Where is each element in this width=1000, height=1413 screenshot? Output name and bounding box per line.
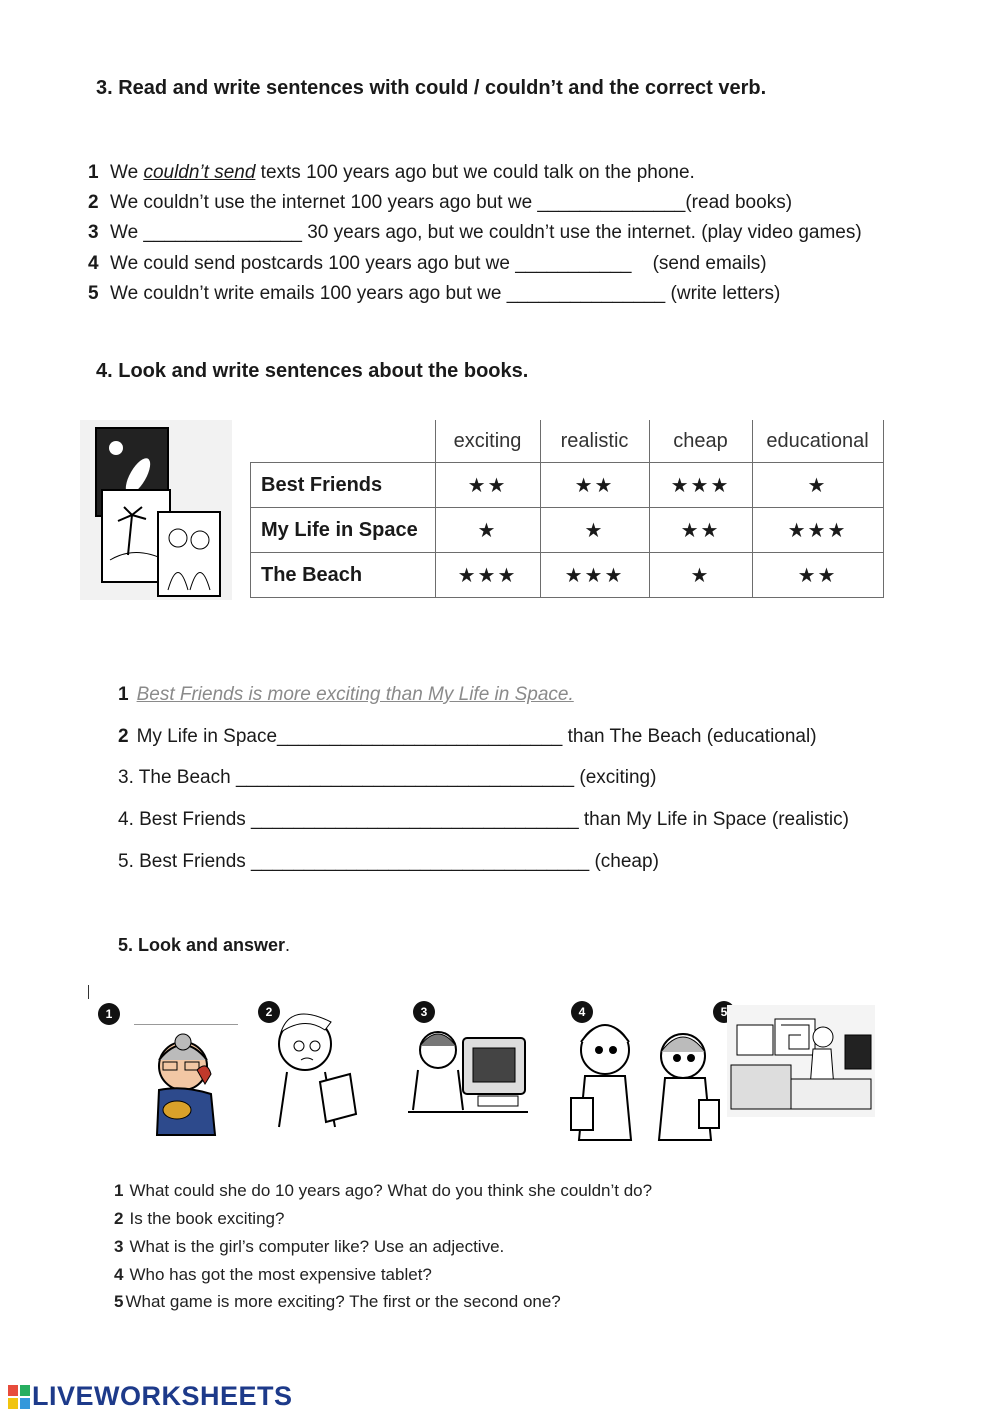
star-rating: ★ — [540, 508, 649, 553]
column-header: educational — [752, 420, 883, 463]
ex3-item-4: 4 We could send postcards 100 years ago but we ___________ (send emails) — [88, 253, 767, 274]
girl-computer-picture — [408, 1020, 533, 1115]
table-corner — [251, 420, 436, 463]
ex3-item-1: 1 We couldn’t send texts 100 years ago but we could talk on the phone. — [88, 162, 695, 183]
star-rating: ★★ — [752, 553, 883, 598]
table-header-row — [251, 420, 884, 463]
star-rating: ★ — [752, 463, 883, 508]
ex4-item-4: 4. Best Friends _______________________________ than My Life in Space (realistic) — [118, 809, 849, 830]
exercise-3-heading: 3. Read and write sentences with could / couldn’t and the correct verb. — [96, 77, 767, 99]
ex3-item-2: 2 We couldn’t use the internet 100 years ago but we ______________(read books) — [88, 192, 793, 213]
logo-mark-icon — [8, 1385, 30, 1409]
picture-number-badge: 1 — [98, 1003, 120, 1025]
star-rating: ★ — [435, 508, 540, 553]
star-rating: ★★ — [540, 463, 649, 508]
star-rating: ★★ — [649, 508, 752, 553]
star-rating: ★★★ — [435, 553, 540, 598]
ex4-item-1: 1 Best Friends is more exciting than My Life in Space. — [118, 684, 574, 705]
example-answer: Best Friends is more exciting than My Life in Space. — [136, 684, 574, 705]
grandmother-phone-picture — [145, 1030, 225, 1140]
column-header: realistic — [540, 420, 649, 463]
ex5-question-1: 1 What could she do 10 years ago? What do you think she couldn’t do? — [114, 1181, 653, 1200]
boy-reading-picture — [265, 1002, 365, 1132]
ex4-item-5: 5. Best Friends ________________________________ (cheap) — [118, 851, 659, 872]
star-rating: ★★★ — [649, 463, 752, 508]
ex5-question-3: 3 What is the girl’s computer like? Use an adjective. — [114, 1237, 505, 1256]
ex5-question-4: 4 Who has got the most expensive tablet? — [114, 1265, 432, 1284]
children-tablets-picture — [565, 1012, 725, 1147]
ex3-item-5: 5 We couldn’t write emails 100 years ago but we _______________ (write letters) — [88, 283, 781, 304]
star-rating: ★★★ — [752, 508, 883, 553]
books-illustration — [80, 420, 232, 600]
ex4-item-2: 2 My Life in Space___________________________ than The Beach (educational) — [118, 726, 817, 747]
picture-number-badge: 2 — [258, 1001, 280, 1023]
exercise-4-heading: 4. Look and write sentences about the books. — [96, 360, 529, 382]
text-cursor — [88, 985, 89, 999]
table-row — [251, 508, 884, 553]
star-rating: ★ — [649, 553, 752, 598]
ex4-item-3: 3. The Beach ________________________________ (exciting) — [118, 767, 657, 788]
friends-book-icon — [158, 512, 220, 596]
table-row — [251, 463, 884, 508]
book-ratings-table — [250, 420, 884, 598]
book-title: My Life in Space — [251, 508, 436, 553]
answer-line — [134, 1024, 238, 1025]
table-row — [251, 553, 884, 598]
book-title: Best Friends — [251, 463, 436, 508]
picture-number-badge: 5 — [713, 1001, 735, 1023]
star-rating: ★★★ — [540, 553, 649, 598]
picture-number-badge: 3 — [413, 1001, 435, 1023]
star-rating: ★★ — [435, 463, 540, 508]
ex3-item-3: 3 We _______________ 30 years ago, but we couldn’t use the internet. (play video games) — [88, 222, 862, 243]
exercise-5-heading: 5. Look and answer. — [118, 935, 291, 955]
ex5-question-2: 2 Is the book exciting? — [114, 1209, 285, 1228]
column-header: cheap — [649, 420, 752, 463]
example-answer: couldn’t send — [143, 162, 256, 183]
liveworksheets-logo[interactable]: LIVEWORKSHEETS — [8, 1381, 293, 1412]
book-title: The Beach — [251, 553, 436, 598]
column-header: exciting — [435, 420, 540, 463]
picture-number-badge: 4 — [571, 1001, 593, 1023]
ex5-question-5: 5 What game is more exciting? The first or the second one? — [114, 1292, 561, 1311]
video-games-picture — [727, 1005, 875, 1117]
